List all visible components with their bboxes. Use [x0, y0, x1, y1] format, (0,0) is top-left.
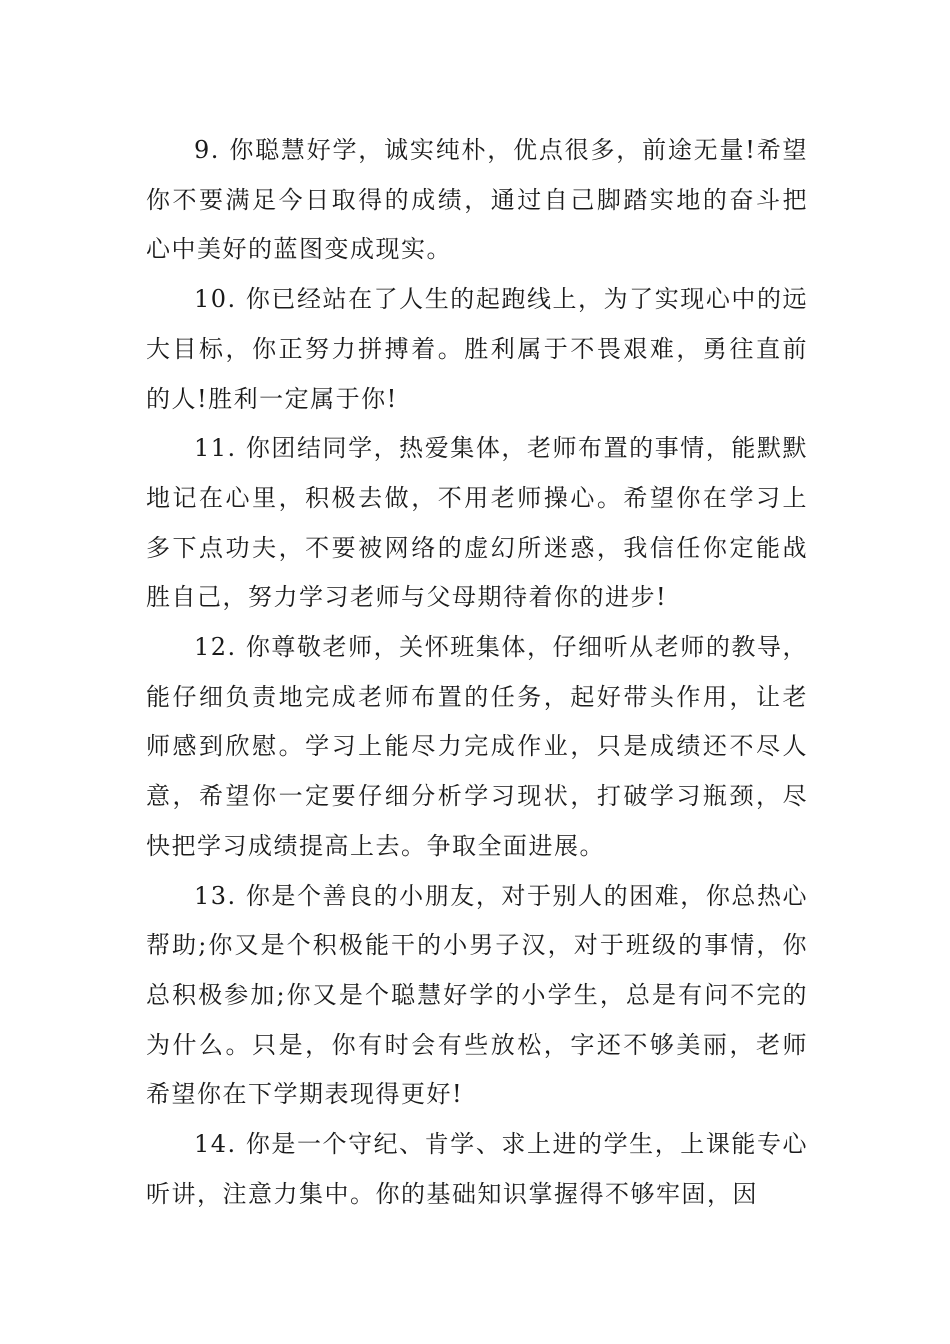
comment-paragraph-12: 12. 你尊敬老师，关怀班集体，仔细听从老师的教导，能仔细负责地完成老师布置的任务，起好带头作用，让老师感到欣慰。学习上能尽力完成作业，只是成绩还不尽人意，希望你一定要仔细分析学习现状，打破学习瓶颈，尽快把学习成绩提高上去。争取全面进展。: [146, 633, 808, 860]
comment-paragraph-9: 9. 你聪慧好学，诚实纯朴，优点很多，前途无量!希望你不要满足今日取得的成绩，通过自己脚踏实地的奋斗把心中美好的蓝图变成现实。: [146, 136, 808, 264]
comment-paragraph-13: 13. 你是个善良的小朋友，对于别人的困难，你总热心帮助;你又是个积极能干的小男子汉，对于班级的事情，你总积极参加;你又是个聪慧好学的小学生，总是有问不完的为什么。只是，你有时会有些放松，字还不够美丽，老师希望你在下学期表现得更好!: [146, 881, 808, 1109]
comment-paragraph-14: 14. 你是一个守纪、肯学、求上进的学生，上课能专心听讲，注意力集中。你的基础知识掌握得不够牢固，因: [146, 1130, 808, 1208]
comment-paragraph-11: 11. 你团结同学，热爱集体，老师布置的事情，能默默地记在心里，积极去做，不用老师操心。希望你在学习上多下点功夫，不要被网络的虚幻所迷惑，我信任你定能战胜自己，努力学习老师与父母期待着你的进步!: [146, 434, 808, 612]
document-body: [146, 126, 808, 1219]
comment-paragraph-10: 10. 你已经站在了人生的起跑线上，为了实现心中的远大目标，你正努力拼搏着。胜利属于不畏艰难，勇往直前的人!胜利一定属于你!: [146, 285, 808, 413]
